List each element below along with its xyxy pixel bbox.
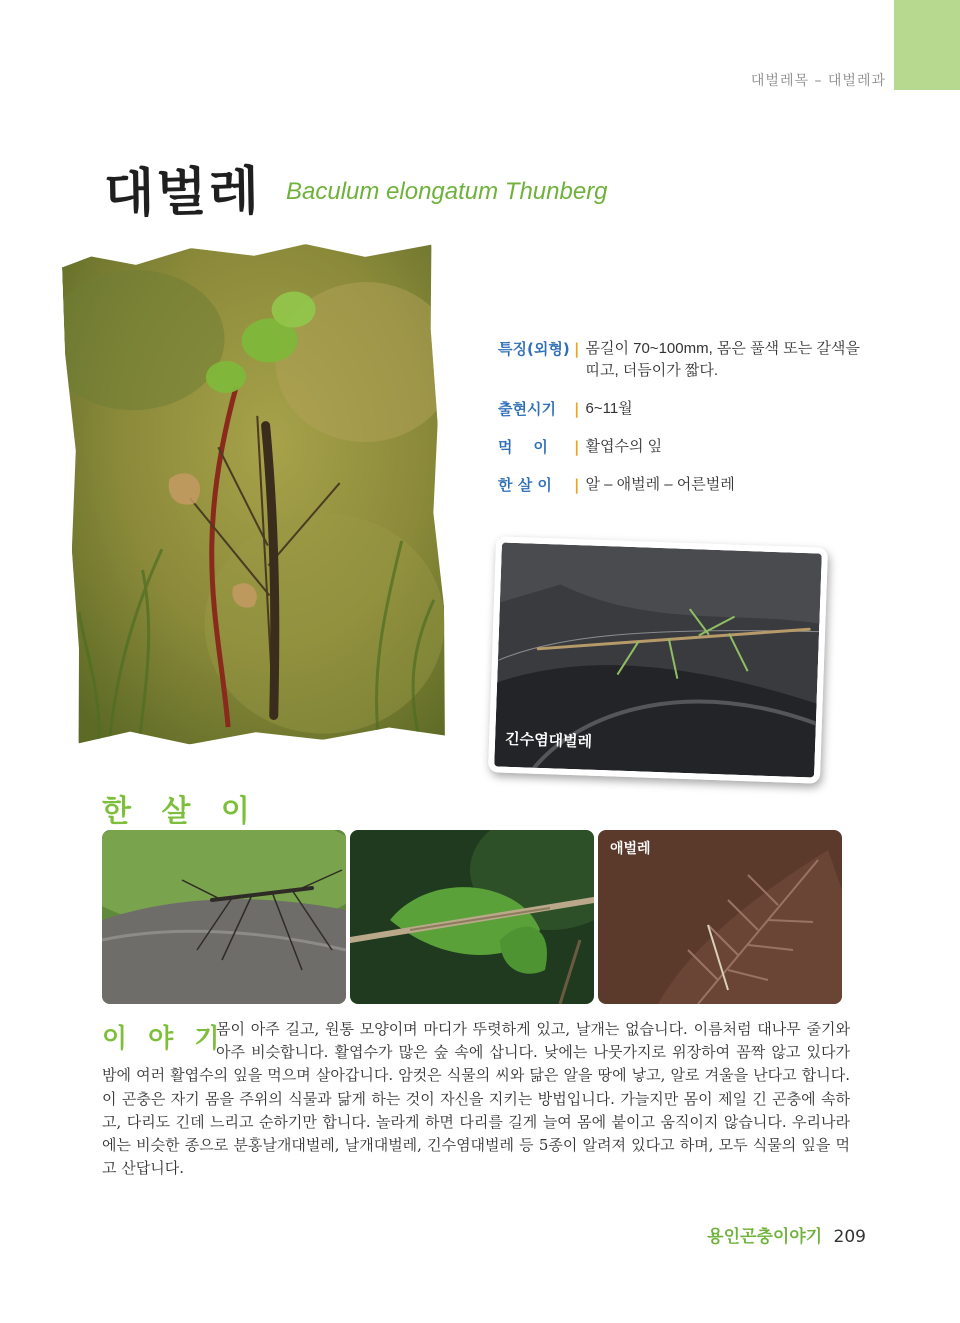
story-text: 몸이 아주 길고, 원통 모양이며 마디가 뚜렷하게 있고, 날개는 없습니다. 이름처럼 대나무 줄기와 아주 비슷합니다. 활엽수가 많은 숲 속에 삽니다. 낮에는 나뭇가지로 위장하여 꼼짝 않고 있다가 밤에 여러 활엽수의 잎을 먹으며 살아갑니다. 암컷은 식물의 씨와 닮은 알을 땅에 낳고, 알로 겨울을 난다고 합니다. 이 곤충은 자기 몸을 주위의 식물과 닮게 하는 것이 자신을 지키는 방법입니다. 가늘지만 몸이 제일 긴 곤충에 속하고, 다리도 긴데 느리고 순하기만 합니다. 놀라게 하면 다리를 길게 늘여 몸에 붙이고 움직이지 않습니다. 우리나라에는 비슷한 종으로 분홍날개대벌레, 날개대벌레, 긴수염대벌레 등 5종이 알려져 있다고 하며, 모두 식물의 잎을 먹고 산답니다.	[102, 1020, 850, 1178]
lifecycle-photo-adult	[102, 830, 346, 1004]
info-value: 6~11월	[585, 400, 633, 417]
footer	[707, 1222, 866, 1247]
lifecycle-heading: 한 살 이	[102, 794, 260, 829]
info-label: 먹 이	[498, 438, 548, 456]
info-label: 출현시기	[498, 400, 556, 418]
story-heading: 이 야 기	[102, 1024, 226, 1054]
info-row-season	[498, 398, 878, 420]
info-value: 알 – 애벌레 – 어른벌레	[585, 476, 735, 493]
photo-caption: 긴수염대벌레	[504, 729, 593, 751]
info-row-food	[498, 436, 878, 458]
page-number: 209	[833, 1227, 866, 1247]
info-label: 특징(외형)	[498, 340, 570, 358]
running-header: 대벌레목 – 대벌레과	[750, 73, 886, 89]
indent-spacer	[102, 1018, 216, 1062]
species-name-korean: 대벌레	[103, 160, 262, 225]
info-separator: |	[574, 340, 580, 358]
lifecycle-photo-leaf	[350, 830, 594, 1004]
info-label: 한 살 이	[498, 476, 552, 494]
info-value: 활엽수의 잎	[585, 438, 663, 455]
species-name-scientific: Baculum elongatum Thunberg	[286, 178, 608, 205]
info-row-lifecycle	[498, 474, 878, 496]
info-separator: |	[574, 400, 580, 418]
info-separator: |	[574, 476, 580, 494]
lifecycle-photo-nymph	[598, 830, 842, 1004]
info-table	[498, 338, 878, 512]
info-value: 몸길이 70~100mm, 몸은 풀색 또는 갈색을 띠고, 더듬이가 짧다.	[585, 340, 860, 379]
book-title: 용인곤충이야기	[707, 1227, 823, 1247]
story-body	[102, 1018, 850, 1180]
main-photo	[61, 240, 448, 749]
info-separator: |	[574, 438, 580, 456]
chapter-tab	[894, 0, 960, 90]
photo-caption: 애벌레	[610, 841, 651, 857]
info-row-appearance	[498, 338, 878, 382]
related-species-photo	[488, 536, 828, 783]
